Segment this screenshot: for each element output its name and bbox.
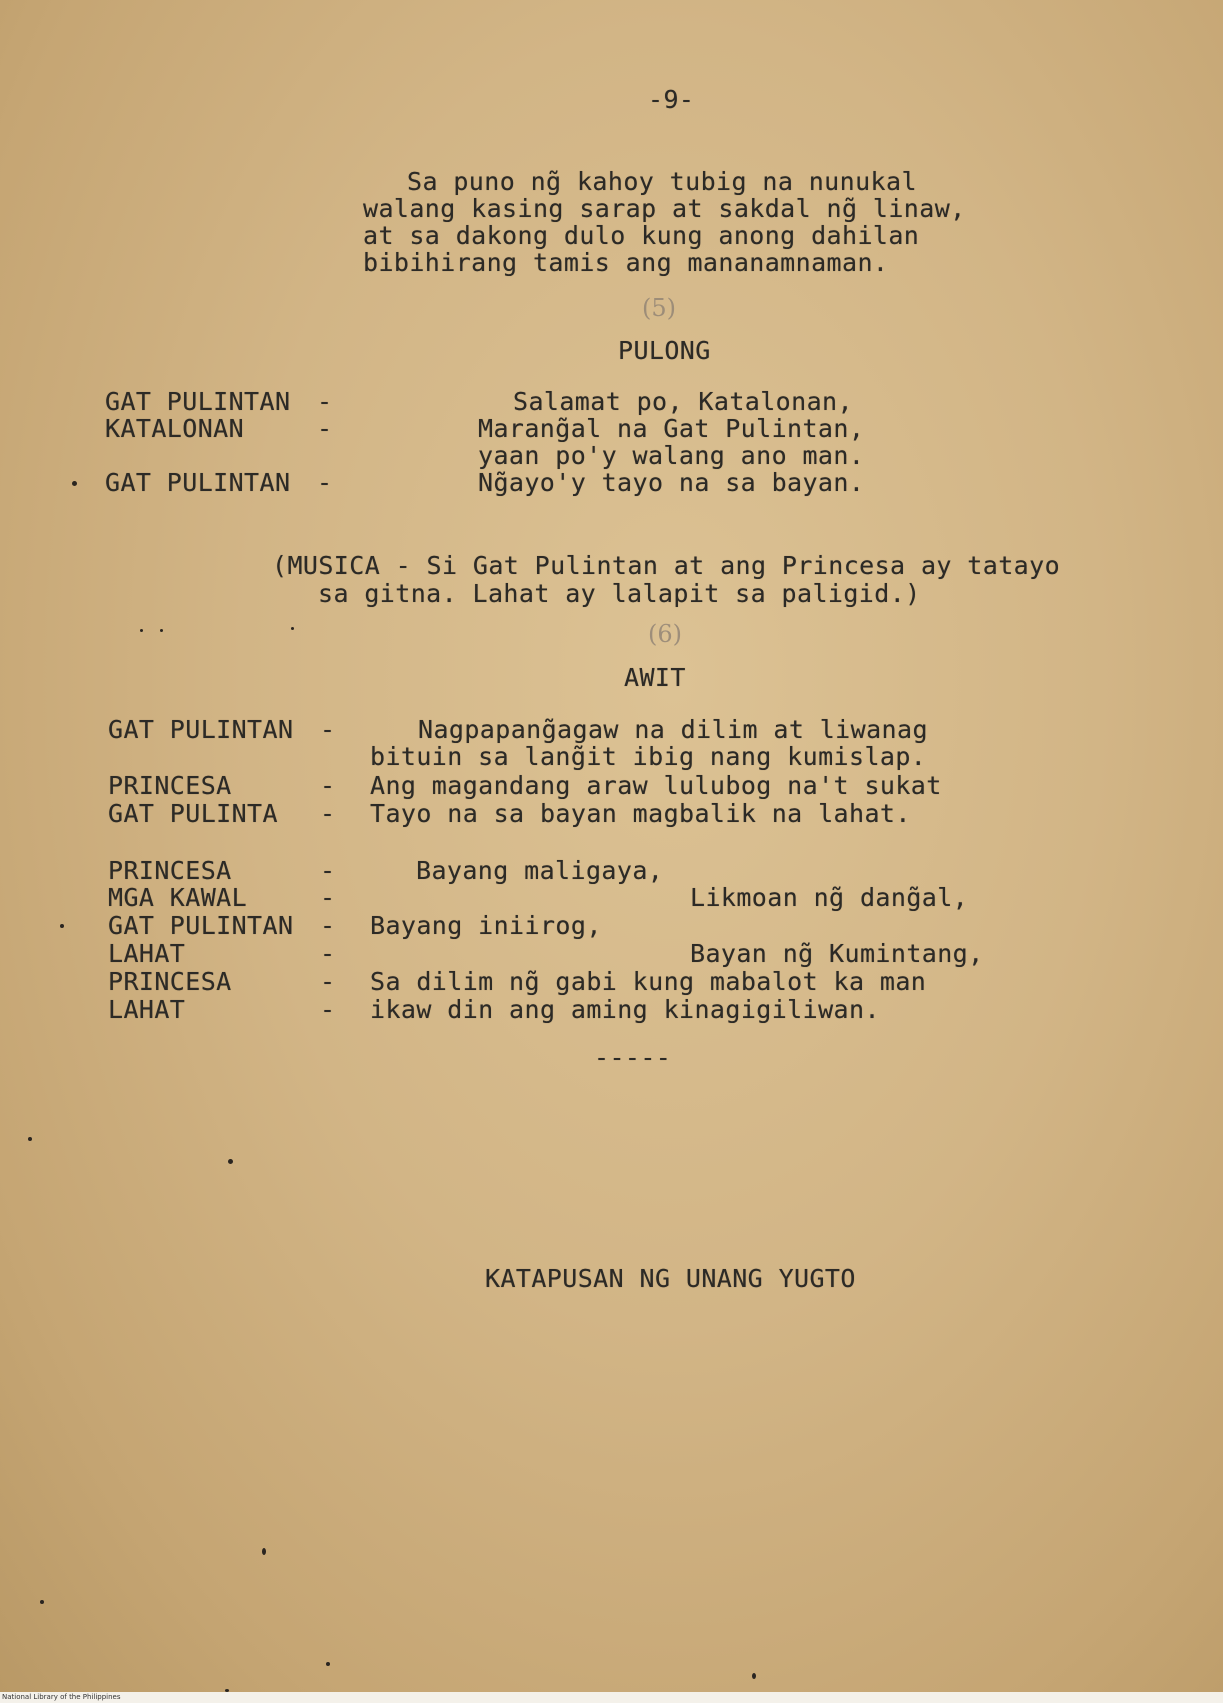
- dialogue-line: ikaw din ang aming kinagigiliwan.: [370, 995, 880, 1024]
- speaker-name: GAT PULINTAN: [108, 911, 294, 940]
- speaker-name: GAT PULINTA: [108, 799, 278, 828]
- ink-speck: [140, 629, 143, 632]
- dialogue-dash: -: [320, 771, 336, 800]
- dialogue-line: Bayan ng̃ Kumintang,: [690, 939, 984, 968]
- section-heading: AWIT: [624, 663, 686, 692]
- dialogue-dash: -: [317, 414, 333, 443]
- dialogue-dash: -: [317, 387, 333, 416]
- ink-speck: [28, 1137, 32, 1141]
- dialogue-line: Nagpapang̃agaw na dilim at liwanag: [418, 715, 928, 744]
- dialogue-line: Sa dilim ng̃ gabi kung mabalot ka man: [370, 967, 927, 996]
- ink-speck: [228, 1159, 233, 1164]
- speaker-name: GAT PULINTAN: [108, 715, 294, 744]
- divider-dashes: -----: [594, 1043, 672, 1072]
- section-heading: PULONG: [618, 336, 711, 365]
- dialogue-line: Likmoan ng̃ dang̃al,: [690, 883, 969, 912]
- stage-direction: (MUSICA - Si Gat Pulintan at ang Princesa ay tatayo: [272, 551, 1061, 580]
- dialogue-dash: -: [320, 995, 336, 1024]
- speaker-name: MGA KAWAL: [108, 883, 248, 912]
- speaker-name: PRINCESA: [108, 771, 232, 800]
- speaker-name: PRINCESA: [108, 856, 232, 885]
- page-number: -9-: [648, 85, 695, 114]
- ink-speck: [40, 1600, 44, 1604]
- ink-speck: [262, 1548, 266, 1555]
- dialogue-line: yaan po'y walang ano man.: [478, 441, 865, 470]
- dialogue-line: Marang̃al na Gat Pulintan,: [478, 414, 865, 443]
- dialogue-dash: -: [320, 939, 336, 968]
- ink-speck: [72, 481, 77, 486]
- stanza-line: Sa puno ng̃ kahoy tubig na nunukal: [407, 167, 917, 196]
- ink-speck: [752, 1673, 756, 1679]
- dialogue-dash: -: [320, 856, 336, 885]
- dialogue-dash: -: [320, 967, 336, 996]
- stanza-line: walang kasing sarap at sakdal ng̃ linaw,: [363, 194, 966, 223]
- dialogue-line: Bayang maligaya,: [416, 856, 664, 885]
- dialogue-dash: -: [320, 911, 336, 940]
- speaker-name: KATALONAN: [105, 414, 245, 443]
- stanza-line: at sa dakong dulo kung anong dahilan: [363, 221, 920, 250]
- speaker-name: GAT PULINTAN: [105, 468, 291, 497]
- dialogue-dash: -: [317, 468, 333, 497]
- dialogue-dash: -: [320, 799, 336, 828]
- archive-credit: National Library of the Philippines: [0, 1692, 1223, 1703]
- stage-direction: sa gitna. Lahat ay lalapit sa paligid.): [318, 579, 921, 608]
- dialogue-line: bituin sa lang̃it ibig nang kumislap.: [370, 742, 927, 771]
- dialogue-line: Ng̃ayo'y tayo na sa bayan.: [478, 468, 865, 497]
- ink-speck: [60, 924, 64, 928]
- dialogue-line: Salamat po, Katalonan,: [513, 387, 853, 416]
- dialogue-line: Bayang iniirog,: [370, 911, 602, 940]
- speaker-name: LAHAT: [108, 939, 186, 968]
- dialogue-line: Ang magandang araw lulubog na't sukat: [370, 771, 942, 800]
- handwritten-mark: (5): [642, 294, 676, 322]
- speaker-name: GAT PULINTAN: [105, 387, 291, 416]
- ink-speck: [160, 629, 163, 632]
- ink-speck: [326, 1662, 330, 1666]
- act-end-heading: KATAPUSAN NG UNANG YUGTO: [485, 1264, 856, 1293]
- dialogue-dash: -: [320, 715, 336, 744]
- dialogue-line: Tayo na sa bayan magbalik na lahat.: [370, 799, 911, 828]
- stanza-line: bibihirang tamis ang mananamnaman.: [363, 248, 889, 277]
- speaker-name: PRINCESA: [108, 967, 232, 996]
- dialogue-dash: -: [320, 883, 336, 912]
- handwritten-mark: (6): [648, 620, 682, 648]
- speaker-name: LAHAT: [108, 995, 186, 1024]
- ink-speck: [291, 627, 294, 630]
